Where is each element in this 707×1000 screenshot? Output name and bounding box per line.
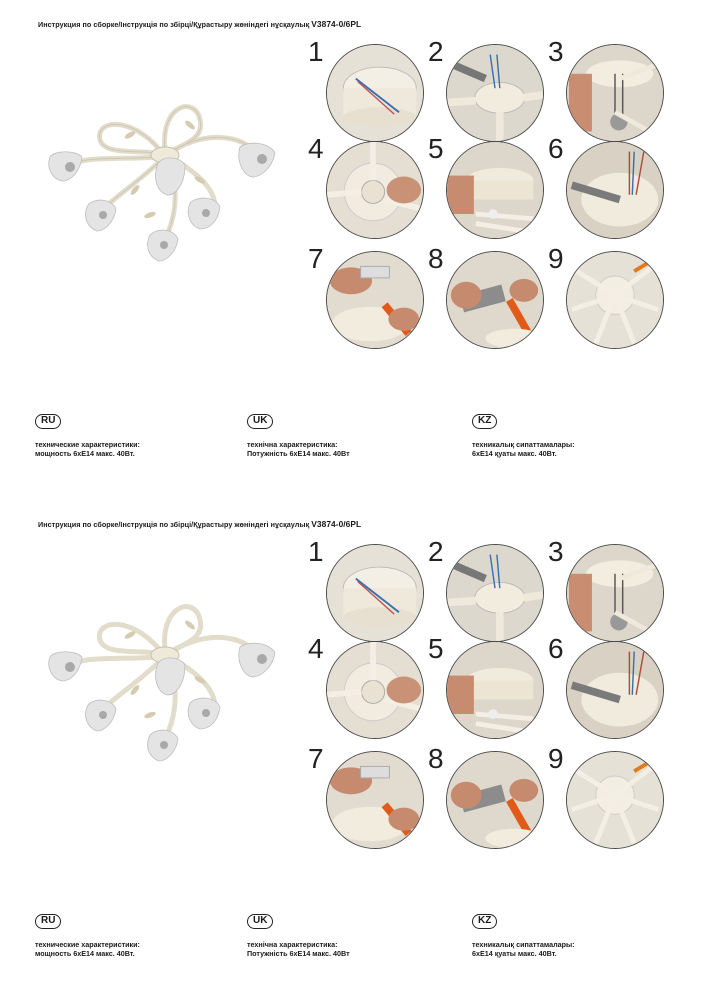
- sheet-title: Инструкция по сборке/Інструкція по збірці/Құрастыру жөніндегі нұсқаулық V3874-0/6PL: [38, 519, 362, 529]
- step-photo: [566, 641, 664, 739]
- specs-text: технические характеристики: мощность 6хЕ14 макс. 40Вт.: [35, 940, 140, 958]
- step-photo: [566, 251, 664, 349]
- lang-block-ru: [35, 910, 140, 958]
- step-photo: [446, 44, 544, 142]
- lang-block-uk: [247, 910, 350, 958]
- step-photo: [446, 544, 544, 642]
- step-number: 9: [548, 743, 564, 774]
- language-badge: KZ: [472, 914, 497, 929]
- lang-block-kz: [472, 410, 575, 458]
- step-number: 1: [308, 36, 324, 67]
- step-photo: [446, 751, 544, 849]
- language-badge: RU: [35, 914, 61, 929]
- chandelier-product-image: [40, 595, 290, 765]
- step-number: 4: [308, 633, 324, 664]
- step-number: 3: [548, 36, 564, 67]
- step-photo: [326, 141, 424, 239]
- step-number: 6: [548, 633, 564, 664]
- step-photo: [446, 251, 544, 349]
- step-number: 7: [308, 243, 324, 274]
- step-number: 3: [548, 536, 564, 567]
- step-photo: [326, 751, 424, 849]
- step-photo: [566, 544, 664, 642]
- specs-text: техникалық сипаттамалары: 6хЕ14 қуаты макс. 40Вт.: [472, 940, 575, 958]
- lang-block-kz: [472, 910, 575, 958]
- language-badge: UK: [247, 914, 273, 929]
- instruction-sheet-bottom: [0, 500, 707, 1000]
- chandelier-product-image: [40, 95, 290, 265]
- step-photo: [326, 251, 424, 349]
- specs-text: технічна характеристика: Потужність 6хЕ14 макс. 40Вт: [247, 440, 350, 458]
- step-number: 6: [548, 133, 564, 164]
- step-photo: [326, 544, 424, 642]
- step-number: 1: [308, 536, 324, 567]
- step-photo: [326, 641, 424, 739]
- lang-block-uk: [247, 410, 350, 458]
- step-number: 2: [428, 36, 444, 67]
- language-badge: RU: [35, 414, 61, 429]
- step-number: 5: [428, 633, 444, 664]
- specs-text: технические характеристики: мощность 6хЕ14 макс. 40Вт.: [35, 440, 140, 458]
- language-badge: UK: [247, 414, 273, 429]
- step-number: 8: [428, 743, 444, 774]
- step-photo: [446, 141, 544, 239]
- step-number: 2: [428, 536, 444, 567]
- step-photo: [566, 751, 664, 849]
- specs-text: технічна характеристика: Потужність 6хЕ14 макс. 40Вт: [247, 940, 350, 958]
- step-number: 5: [428, 133, 444, 164]
- step-photo: [566, 44, 664, 142]
- step-photo: [566, 141, 664, 239]
- step-number: 8: [428, 243, 444, 274]
- specs-text: техникалық сипаттамалары: 6хЕ14 қуаты макс. 40Вт.: [472, 440, 575, 458]
- step-number: 9: [548, 243, 564, 274]
- language-badge: KZ: [472, 414, 497, 429]
- sheet-title: Инструкция по сборке/Інструкція по збірці/Құрастыру жөніндегі нұсқаулық V3874-0/6PL: [38, 19, 362, 29]
- step-number: 7: [308, 743, 324, 774]
- step-number: 4: [308, 133, 324, 164]
- step-photo: [446, 641, 544, 739]
- lang-block-ru: [35, 410, 140, 458]
- step-photo: [326, 44, 424, 142]
